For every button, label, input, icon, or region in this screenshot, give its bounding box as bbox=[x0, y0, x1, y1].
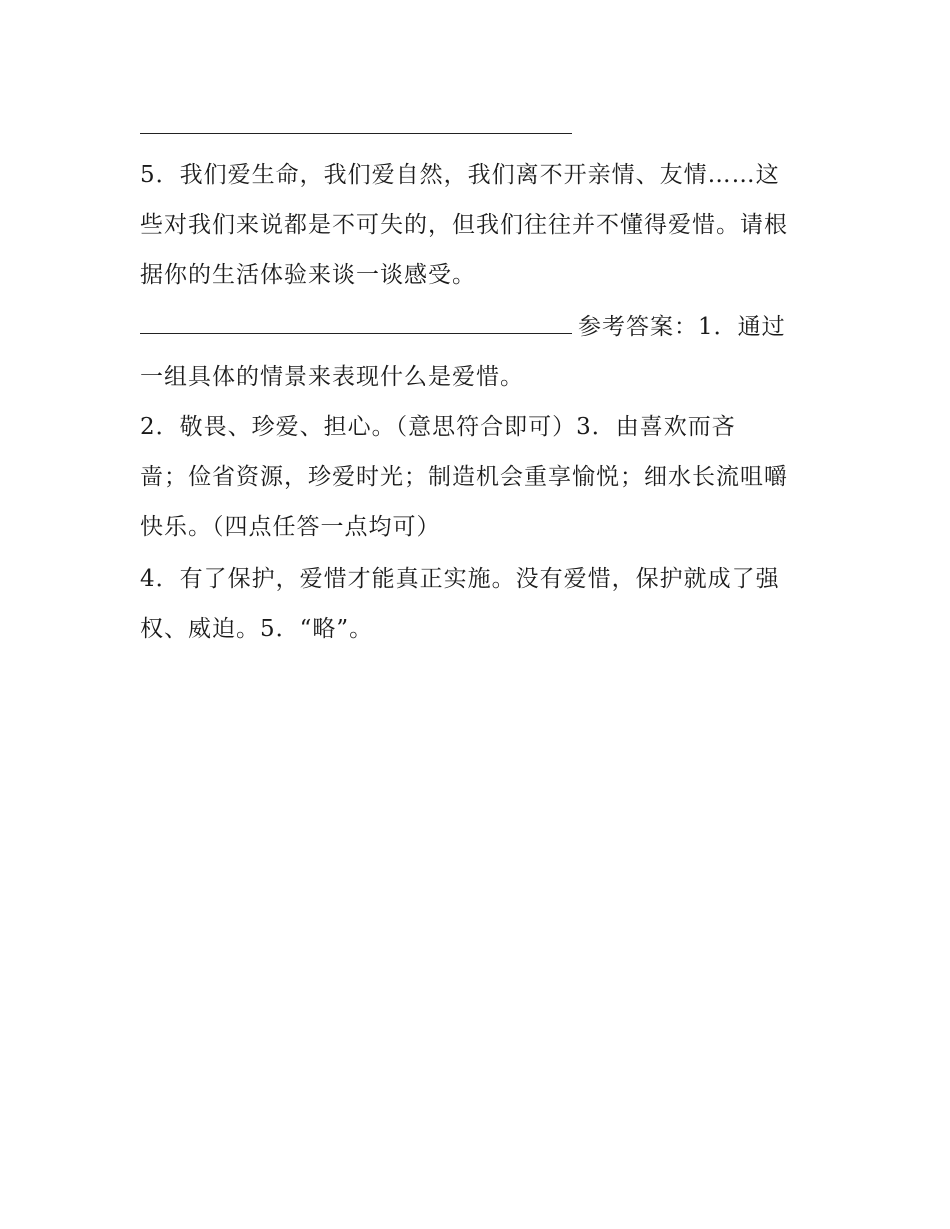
answer-2-3-line-1: 2．敬畏、珍爱、担心。（意思符合即可）3．由喜欢而吝 bbox=[140, 414, 736, 440]
answer-3-line-2: 啬；俭省资源，珍爱时光；制造机会重享愉悦；细水长流咀嚼 bbox=[140, 464, 788, 490]
answer-blank-line-top bbox=[140, 133, 572, 134]
answer-4-line-1: 4．有了保护，爱惜才能真正实施。没有爱惜，保护就成了强 bbox=[140, 566, 780, 592]
answer-key-label: 参考答案：1．通过 bbox=[578, 314, 786, 340]
answer-4-5-line-2: 权、威迫。5．“略”。 bbox=[140, 616, 374, 642]
question-5-line-2: 些对我们来说都是不可失的，但我们往往并不懂得爱惜。请根 bbox=[140, 212, 788, 238]
answer-1-line-2: 一组具体的情景来表现什么是爱惜。 bbox=[140, 364, 524, 390]
question-5-line-1: 5．我们爱生命，我们爱自然，我们离不开亲情、友情……这 bbox=[140, 162, 780, 188]
answer-key-heading-line bbox=[140, 312, 786, 342]
answer-blank-line-inline bbox=[140, 313, 572, 334]
question-5-line-3: 据你的生活体验来谈一谈感受。 bbox=[140, 262, 476, 288]
answer-3-line-3: 快乐。（四点任答一点均可） bbox=[140, 514, 441, 540]
